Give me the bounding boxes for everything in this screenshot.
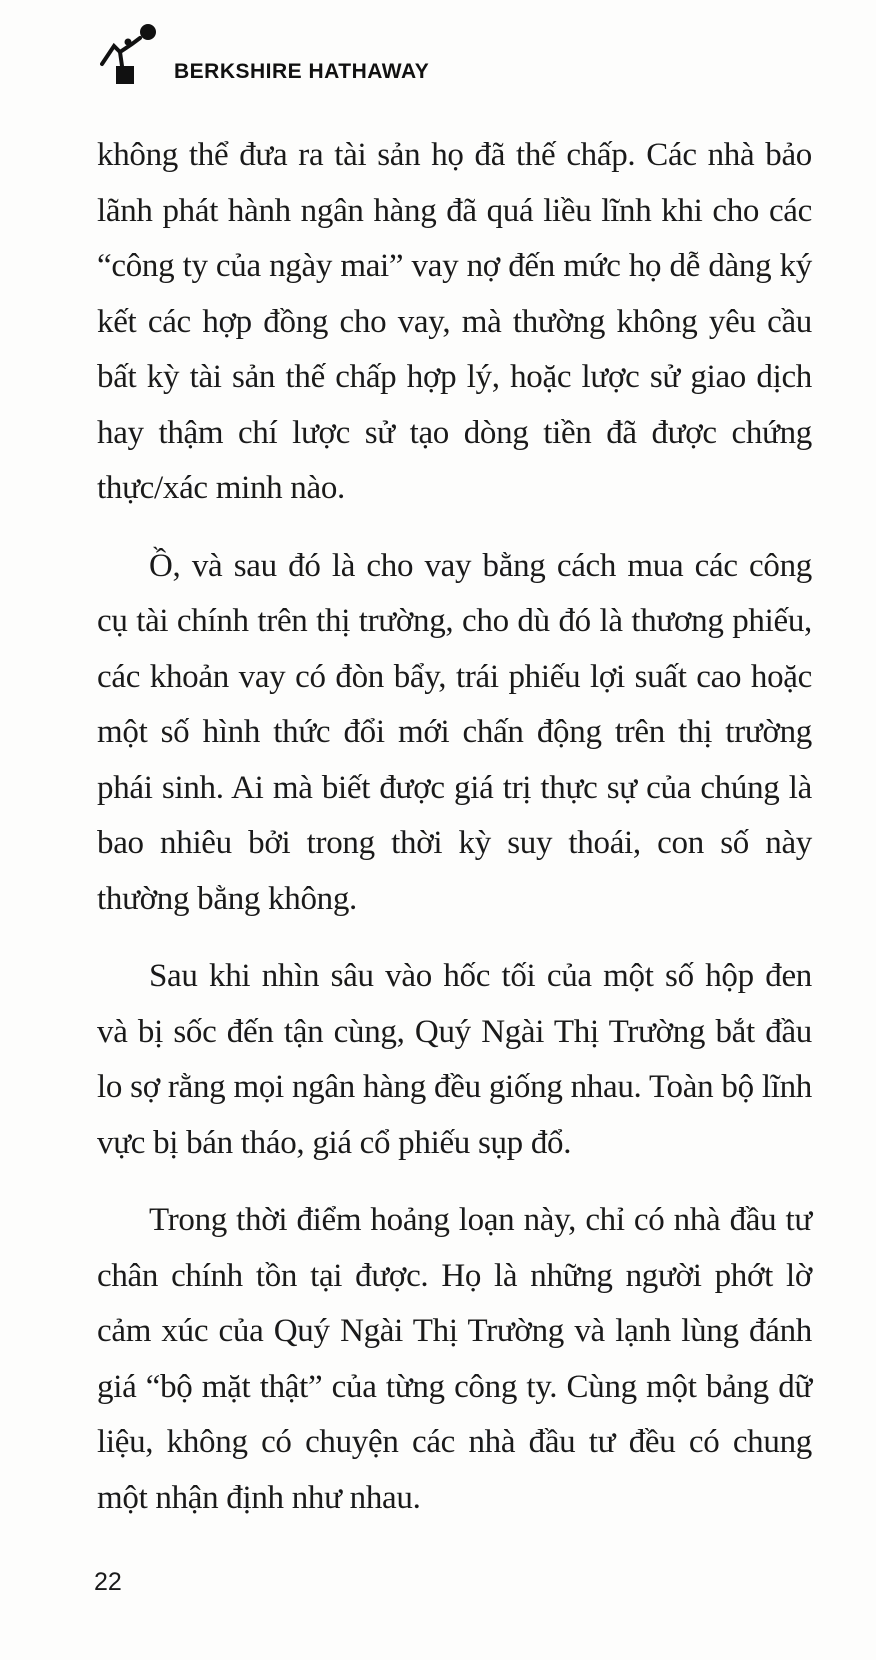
juggler-logo-icon [100, 22, 162, 88]
page-number: 22 [94, 1568, 122, 1596]
paragraph-3: Sau khi nhìn sâu vào hốc tối của một số hộp đen và bị sốc đến tận cùng, Quý Ngài Thị Trường bắt đầu lo sợ rằng mọi ngân hàng đều giống nhau. Toàn bộ lĩnh vực bị bán tháo, giá cổ phiếu sụp đổ. [97, 958, 812, 1161]
paragraph-2: Ồ, và sau đó là cho vay bằng cách mua các công cụ tài chính trên thị trường, cho dù đó là thương phiếu, các khoản vay có đòn bẩy, trái phiếu lợi suất cao hoặc một số hình thức đổi mới chấn động trên thị trường phái sinh. Ai mà biết được giá trị thực sự của chúng là bao nhiêu bởi trong thời kỳ suy thoái, con số này thường bằng không. [97, 547, 812, 917]
paragraph-4: Trong thời điểm hoảng loạn này, chỉ có nhà đầu tư chân chính tồn tại được. Họ là những người phớt lờ cảm xúc của Quý Ngài Thị Trường và lạnh lùng đánh giá “bộ mặt thật” của từng công ty. Cùng một bảng dữ liệu, không có chuyện các nhà đầu tư đều có chung một nhận định như nhau. [97, 1202, 812, 1516]
running-header [100, 18, 429, 88]
text-body [97, 128, 812, 1548]
header-title: BERKSHIRE HATHAWAY [174, 60, 430, 83]
paragraph-1: không thể đưa ra tài sản họ đã thế chấp. Các nhà bảo lãnh phát hành ngân hàng đã quá liều lĩnh khi cho các “công ty của ngày mai” vay nợ đến mức họ dễ dàng ký kết các hợp đồng cho vay, mà thường không yêu cầu bất kỳ tài sản thế chấp hợp lý, hoặc lược sử giao dịch hay thậm chí lược sử tạo dòng tiền đã được chứng thực/xác minh nào. [97, 137, 812, 506]
